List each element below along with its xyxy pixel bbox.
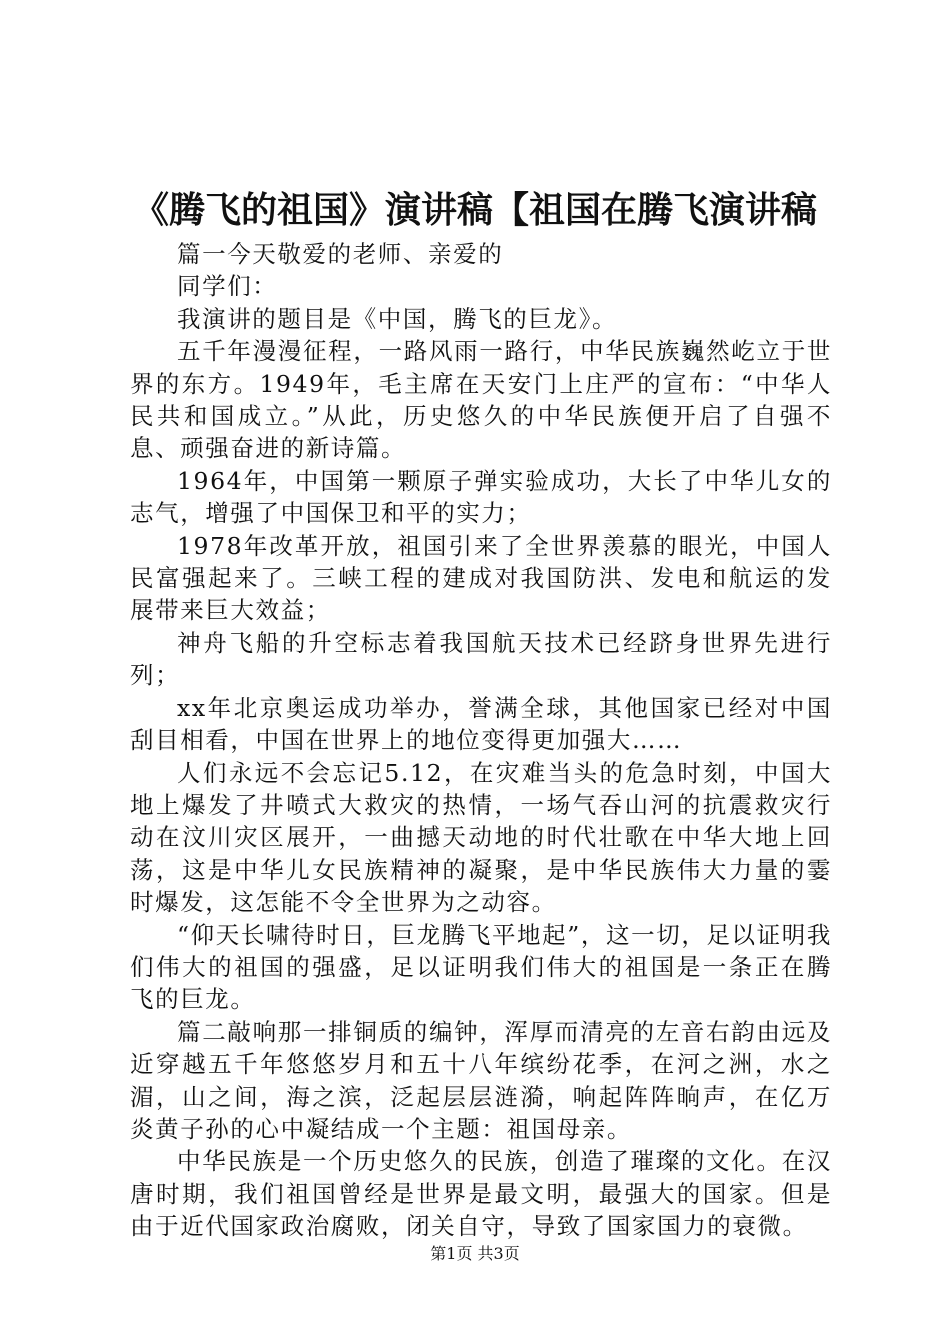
paragraph: 同学们： (177, 272, 278, 301)
document-body (130, 238, 832, 1243)
paragraph: 1978年改革开放，祖国引来了全世界羡慕的眼光，中国人民富强起来了。三峡工程的建成对我国防洪、发电和航运的发展带来巨大效益； (130, 531, 832, 625)
paragraph: 篇一今天敬爱的老师、亲爱的 (177, 240, 504, 268)
paragraph: 我演讲的题目是《中国，腾飞的巨龙》。 (177, 304, 618, 333)
paragraph: 1964年，中国第一颗原子弹实验成功，大长了中华儿女的志气，增强了中国保卫和平的实力； (130, 466, 832, 528)
document-title: 《腾飞的祖国》演讲稿【祖国在腾飞演讲稿 (132, 189, 817, 231)
page-number-footer: 第1页 共3页 (430, 1244, 520, 1263)
paragraph: 篇二敲响那一排铜质的编钟，浑厚而清亮的左音右韵由远及近穿越五千年悠悠岁月和五十八年缤纷花季，在河之洲，水之湄，山之间，海之滨，泛起层层涟漪，响起阵阵晌声，在亿万炎黄子孙的心中凝结成一个主题：祖国母亲。 (130, 1017, 832, 1143)
paragraph: 神舟飞船的升空标志着我国航天技术已经跻身世界先进行列； (130, 628, 832, 690)
paragraph: “仰天长啸待时日，巨龙腾飞平地起”，这一切，足以证明我们伟大的祖国的强盛，足以证明我们伟大的祖国是一条正在腾飞的巨龙。 (130, 920, 832, 1014)
paragraph: xx年北京奥运成功举办，誉满全球，其他国家已经对中国刮目相看，中国在世界上的地位变得更加强大…… (130, 693, 832, 755)
paragraph: 人们永远不会忘记5.12，在灾难当头的危急时刻，中国大地上爆发了井喷式大救灾的热情，一场气吞山河的抗震救灾行动在汶川灾区展开，一曲撼天动地的时代壮歌在中华大地上回荡，这是中华儿女民族精神的凝聚，是中华民族伟大力量的霎时爆发，这怎能不令全世界为之动容。 (130, 758, 832, 917)
paragraph: 五千年漫漫征程，一路风雨一路行，中华民族巍然屹立于世界的东方。1949年，毛主席在天安门上庄严的宣布：“中华人民共和国成立。”从此，历史悠久的中华民族便开启了自强不息、顽强奋进的新诗篇。 (130, 337, 832, 463)
paragraph: 中华民族是一个历史悠久的民族，创造了璀璨的文化。在汉唐时期，我们祖国曾经是世界是最文明，最强大的国家。但是由于近代国家政治腐败，闭关自守，导致了国家国力的衰微。 (130, 1147, 832, 1241)
